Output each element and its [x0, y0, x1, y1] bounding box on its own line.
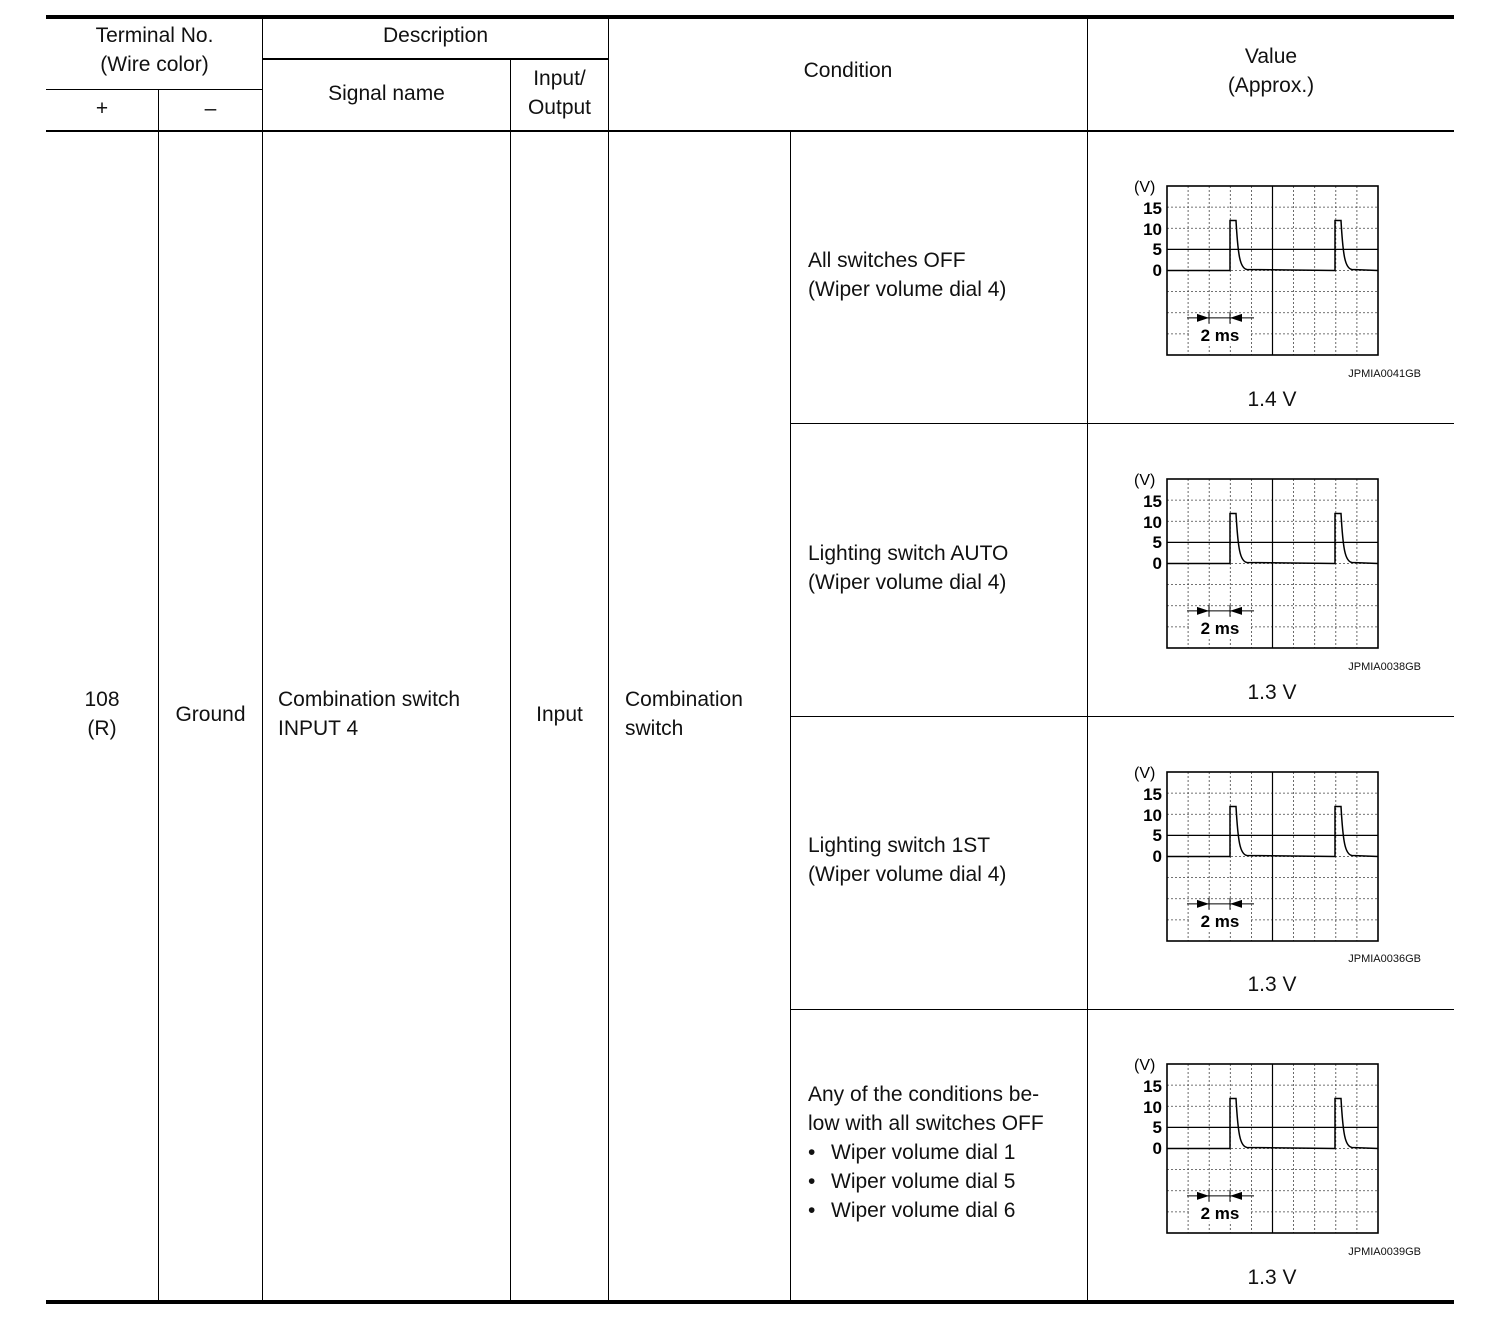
- axis-tick-label: 15: [1143, 199, 1162, 218]
- condition-line: (Wiper volume dial 4): [808, 571, 1007, 594]
- header-minus: –: [204, 97, 217, 120]
- header-plus: +: [95, 97, 109, 120]
- condition-line: All switches OFF: [808, 249, 966, 272]
- axis-tick-label: 10: [1143, 513, 1162, 532]
- figure-id: JPMIA0038GB: [1348, 661, 1421, 673]
- condition-divider-1: [791, 423, 1454, 424]
- axis-tick-label: 5: [1152, 826, 1162, 845]
- terminal-subheader-rule: [46, 89, 263, 90]
- table-bottom-rule: [46, 1300, 1454, 1304]
- col-divider-condition-inner: [790, 131, 791, 1301]
- header-value-line1: Value: [1244, 45, 1298, 68]
- condition-text: [808, 831, 1006, 889]
- condition-divider-2: [791, 716, 1454, 717]
- axis-tick-label: 5: [1152, 533, 1162, 552]
- signal-name-line2: INPUT 4: [278, 717, 359, 740]
- figure-id: JPMIA0039GB: [1348, 1246, 1421, 1258]
- axis-tick-label: 10: [1143, 1098, 1162, 1117]
- condition-line: Lighting switch 1ST: [808, 834, 991, 857]
- col-divider-terminal-description: [262, 17, 263, 1301]
- col-divider-io-condition: [608, 17, 609, 1301]
- axis-unit-label: (V): [1134, 472, 1156, 489]
- axis-tick-label: 5: [1152, 240, 1162, 259]
- waveform-svg: [1132, 1051, 1392, 1236]
- axis-tick-label: 15: [1143, 1077, 1162, 1096]
- terminal-wire-color: (R): [87, 717, 117, 740]
- condition-text: [808, 539, 1008, 597]
- header-terminal-no: Terminal No.: [95, 24, 214, 47]
- terminal-ground: Ground: [175, 703, 246, 726]
- col-divider-signal-io: [510, 59, 511, 1301]
- waveform-svg: [1132, 173, 1392, 358]
- condition-group-line2: switch: [625, 717, 684, 740]
- axis-tick-label: 15: [1143, 785, 1162, 804]
- input-output-value: Input: [536, 703, 583, 726]
- condition-group-line1: Combination: [625, 688, 743, 711]
- waveform-svg: [1132, 759, 1392, 944]
- waveform-figure: [1132, 173, 1392, 358]
- axis-tick-label: 0: [1152, 1139, 1162, 1158]
- axis-unit-label: (V): [1134, 765, 1156, 782]
- header-bottom-rule: [46, 130, 1454, 132]
- time-scale-label: 2 ms: [1200, 1203, 1240, 1223]
- signal-name-line1: Combination switch: [278, 688, 461, 711]
- time-scale-label: 2 ms: [1200, 325, 1240, 345]
- waveform-figure: [1132, 1051, 1392, 1236]
- header-description: Description: [382, 24, 489, 47]
- voltage-value: 1.4 V: [1247, 388, 1297, 411]
- condition-bullet: • Wiper volume dial 5: [808, 1167, 1044, 1196]
- col-divider-condition-value: [1087, 17, 1088, 1301]
- header-value-line2: (Approx.): [1227, 74, 1315, 97]
- waveform-figure: [1132, 759, 1392, 944]
- col-divider-terminal-plus-minus: [158, 89, 159, 1301]
- condition-line: Lighting switch AUTO: [808, 542, 1009, 565]
- header-input-output-line2: Output: [527, 96, 592, 119]
- voltage-value: 1.3 V: [1247, 681, 1297, 704]
- condition-divider-3: [791, 1009, 1454, 1010]
- header-wire-color: (Wire color): [100, 53, 209, 76]
- condition-line: low with all switches OFF: [808, 1112, 1044, 1135]
- condition-bullet: • Wiper volume dial 6: [808, 1196, 1044, 1225]
- axis-tick-label: 15: [1143, 492, 1162, 511]
- time-scale-label: 2 ms: [1200, 911, 1240, 931]
- condition-bullet: • Wiper volume dial 1: [808, 1138, 1044, 1167]
- condition-line: Any of the conditions be-: [808, 1083, 1040, 1106]
- condition-text: [808, 246, 1006, 304]
- condition-line: (Wiper volume dial 4): [808, 863, 1007, 886]
- axis-unit-label: (V): [1134, 1057, 1156, 1074]
- figure-id: JPMIA0041GB: [1348, 368, 1421, 380]
- voltage-value: 1.3 V: [1247, 1266, 1297, 1289]
- condition-text: [808, 1080, 1044, 1225]
- axis-tick-label: 10: [1143, 220, 1162, 239]
- axis-unit-label: (V): [1134, 179, 1156, 196]
- axis-tick-label: 0: [1152, 554, 1162, 573]
- condition-line: (Wiper volume dial 4): [808, 278, 1007, 301]
- description-subheader-rule: [262, 58, 609, 60]
- table-top-rule: [46, 15, 1454, 19]
- axis-tick-label: 10: [1143, 806, 1162, 825]
- axis-tick-label: 0: [1152, 261, 1162, 280]
- axis-tick-label: 5: [1152, 1118, 1162, 1137]
- waveform-svg: [1132, 466, 1392, 651]
- figure-id: JPMIA0036GB: [1348, 953, 1421, 965]
- terminal-number: 108: [84, 688, 120, 711]
- time-scale-label: 2 ms: [1200, 618, 1240, 638]
- axis-tick-label: 0: [1152, 847, 1162, 866]
- waveform-figure: [1132, 466, 1392, 651]
- voltage-value: 1.3 V: [1247, 973, 1297, 996]
- header-input-output-line1: Input/: [533, 67, 586, 90]
- header-signal-name: Signal name: [328, 82, 445, 105]
- condition-bullet-list: [808, 1138, 1044, 1225]
- header-condition: Condition: [803, 59, 893, 82]
